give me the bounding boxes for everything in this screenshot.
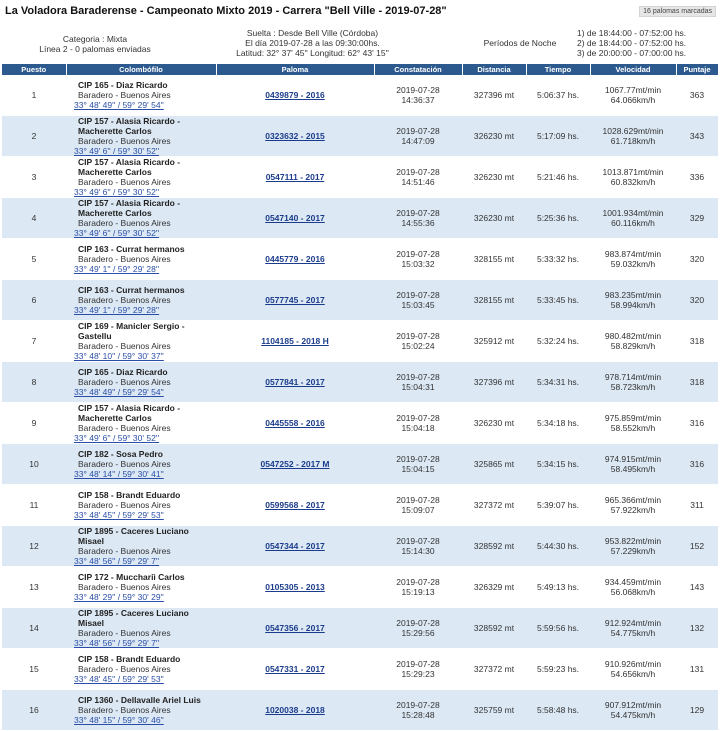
position-cell: 5 xyxy=(2,239,66,280)
speed-mtmin: 953.822mt/min xyxy=(604,536,662,546)
speed-kmh: 64.066km/h xyxy=(610,95,656,105)
time-cell: 5:25:36 hs. xyxy=(526,198,590,239)
fancier-name: CIP 1895 - Caceres Luciano Misael xyxy=(78,608,189,628)
fancier-coords-link[interactable]: 33° 49' 1'' / 59° 29' 28'' xyxy=(74,305,160,315)
speed-mtmin: 1013.871mt/min xyxy=(602,167,664,177)
fancier-coords-link[interactable]: 33° 49' 6'' / 59° 30' 52'' xyxy=(74,228,160,238)
check-time: 15:04:31 xyxy=(401,382,435,392)
speed-kmh: 58.723km/h xyxy=(610,382,656,392)
check-date: 2019-07-28 xyxy=(396,618,440,628)
fancier-name: CIP 165 - Diaz Ricardo xyxy=(78,80,168,90)
distance-cell: 326230 mt xyxy=(462,198,526,239)
speed-cell xyxy=(590,157,676,198)
pigeon-link[interactable]: 0439879 - 2016 xyxy=(265,90,325,100)
pigeon-cell xyxy=(216,239,374,280)
pigeon-cell xyxy=(216,608,374,649)
time-cell: 5:32:24 hs. xyxy=(526,321,590,362)
fancier-name: CIP 163 - Currat hermanos xyxy=(78,285,185,295)
check-date: 2019-07-28 xyxy=(396,454,440,464)
check-cell xyxy=(374,485,462,526)
time-cell: 5:34:18 hs. xyxy=(526,403,590,444)
check-time: 15:28:48 xyxy=(401,710,435,720)
check-cell xyxy=(374,526,462,567)
speed-mtmin: 980.482mt/min xyxy=(604,331,662,341)
check-time: 15:02:24 xyxy=(401,341,435,351)
speed-mtmin: 1001.934mt/min xyxy=(602,208,664,218)
check-time: 14:36:37 xyxy=(401,95,435,105)
check-time: 15:14:30 xyxy=(401,546,435,556)
check-time: 15:29:56 xyxy=(401,628,435,638)
distance-cell: 327396 mt xyxy=(462,75,526,116)
check-time: 15:29:23 xyxy=(401,669,435,679)
fancier-cell xyxy=(66,444,216,485)
fancier-coords-link[interactable]: 33° 48' 29'' / 59° 30' 29'' xyxy=(74,592,164,602)
speed-mtmin: 983.235mt/min xyxy=(604,290,662,300)
pigeon-link[interactable]: 0547344 - 2017 xyxy=(265,541,325,551)
fancier-cell xyxy=(66,608,216,649)
fancier-location: Baradero - Buenos Aires xyxy=(78,254,171,264)
time-cell: 5:17:09 hs. xyxy=(526,116,590,157)
category-info xyxy=(30,34,160,54)
fancier-cell xyxy=(66,157,216,198)
pigeon-cell xyxy=(216,649,374,690)
period-2: 2) de 18:44:00 - 07:52:00 hs. xyxy=(577,38,687,48)
score-cell: 316 xyxy=(676,444,718,485)
check-cell xyxy=(374,567,462,608)
fancier-location: Baradero - Buenos Aires xyxy=(78,423,171,433)
fancier-name: CIP 157 - Alasia Ricardo - Macherette Carlos xyxy=(78,157,181,177)
release-place: Suelta : Desde Bell Ville (Córdoba) xyxy=(246,28,379,38)
speed-cell xyxy=(590,608,676,649)
race-info xyxy=(0,22,720,64)
speed-kmh: 61.718km/h xyxy=(610,136,656,146)
fancier-name: CIP 158 - Brandt Eduardo xyxy=(78,654,181,664)
speed-mtmin: 910.926mt/min xyxy=(604,659,662,669)
score-cell: 316 xyxy=(676,403,718,444)
distance-cell: 328155 mt xyxy=(462,280,526,321)
fancier-coords-link[interactable]: 33° 48' 56'' / 59° 29' 7'' xyxy=(74,556,160,566)
distance-cell: 325759 mt xyxy=(462,690,526,731)
col-puesto[interactable]: Puesto xyxy=(2,64,66,75)
fancier-name: CIP 1895 - Caceres Luciano Misael xyxy=(78,526,189,546)
fancier-location: Baradero - Buenos Aires xyxy=(78,136,171,146)
check-cell xyxy=(374,444,462,485)
distance-cell: 325912 mt xyxy=(462,321,526,362)
speed-mtmin: 912.924mt/min xyxy=(604,618,662,628)
speed-kmh: 60.832km/h xyxy=(610,177,656,187)
fancier-coords-link[interactable]: 33° 48' 10'' / 59° 30' 37'' xyxy=(74,351,164,361)
table-row xyxy=(2,239,718,280)
fancier-coords-link[interactable]: 33° 48' 15'' / 59° 30' 46'' xyxy=(74,715,164,725)
time-cell: 5:33:32 hs. xyxy=(526,239,590,280)
check-date: 2019-07-28 xyxy=(396,659,440,669)
pigeon-cell xyxy=(216,116,374,157)
col-distancia[interactable]: Distancia xyxy=(462,64,526,75)
table-row xyxy=(2,649,718,690)
pigeon-link[interactable]: 0547331 - 2017 xyxy=(265,664,325,674)
fancier-name: CIP 157 - Alasia Ricardo - Macherette Carlos xyxy=(78,198,181,218)
page-title: La Voladora Baraderense - Campeonato Mixto 2019 - Carrera "Bell Ville - 2019-07-28" xyxy=(5,5,447,17)
speed-mtmin: 1067.77mt/min xyxy=(604,85,662,95)
speed-kmh: 58.829km/h xyxy=(610,341,656,351)
check-date: 2019-07-28 xyxy=(396,290,440,300)
speed-cell xyxy=(590,526,676,567)
speed-kmh: 58.994km/h xyxy=(610,300,656,310)
check-cell xyxy=(374,321,462,362)
fancier-location: Baradero - Buenos Aires xyxy=(78,295,171,305)
table-row xyxy=(2,444,718,485)
position-cell: 1 xyxy=(2,75,66,116)
speed-kmh: 54.775km/h xyxy=(610,628,656,638)
table-row xyxy=(2,608,718,649)
pigeon-cell xyxy=(216,690,374,731)
fancier-cell xyxy=(66,75,216,116)
speed-kmh: 57.229km/h xyxy=(610,546,656,556)
check-cell xyxy=(374,75,462,116)
pigeon-link[interactable]: 0577745 - 2017 xyxy=(265,295,325,305)
fancier-coords-link[interactable]: 33° 49' 6'' / 59° 30' 52'' xyxy=(74,433,160,443)
check-time: 15:19:13 xyxy=(401,587,435,597)
score-cell: 129 xyxy=(676,690,718,731)
check-cell xyxy=(374,403,462,444)
position-cell: 2 xyxy=(2,116,66,157)
speed-cell xyxy=(590,567,676,608)
fancier-cell xyxy=(66,362,216,403)
fancier-cell xyxy=(66,567,216,608)
time-cell: 5:06:37 hs. xyxy=(526,75,590,116)
fancier-cell xyxy=(66,649,216,690)
check-time: 15:03:45 xyxy=(401,300,435,310)
category-label: Categoria : Mixta xyxy=(62,34,128,44)
check-date: 2019-07-28 xyxy=(396,126,440,136)
speed-cell xyxy=(590,403,676,444)
fancier-location: Baradero - Buenos Aires xyxy=(78,664,171,674)
fancier-name: CIP 172 - Mucchariì Carlos xyxy=(78,572,185,582)
pigeon-cell xyxy=(216,280,374,321)
fancier-cell xyxy=(66,403,216,444)
check-time: 14:55:36 xyxy=(401,218,435,228)
distance-cell: 326329 mt xyxy=(462,567,526,608)
pigeon-link[interactable]: 0445779 - 2016 xyxy=(265,254,325,264)
table-row xyxy=(2,567,718,608)
check-date: 2019-07-28 xyxy=(396,208,440,218)
score-cell: 336 xyxy=(676,157,718,198)
pigeon-cell xyxy=(216,567,374,608)
position-cell: 9 xyxy=(2,403,66,444)
fancier-name: CIP 182 - Sosa Pedro xyxy=(78,449,163,459)
speed-cell xyxy=(590,239,676,280)
fancier-location: Baradero - Buenos Aires xyxy=(78,546,171,556)
position-cell: 8 xyxy=(2,362,66,403)
col-constatacion[interactable]: Constatación xyxy=(374,64,462,75)
check-date: 2019-07-28 xyxy=(396,577,440,587)
position-cell: 15 xyxy=(2,649,66,690)
fancier-coords-link[interactable]: 33° 48' 45'' / 59° 29' 53'' xyxy=(74,674,164,684)
fancier-cell xyxy=(66,239,216,280)
fancier-location: Baradero - Buenos Aires xyxy=(78,500,171,510)
pigeon-link[interactable]: 0445558 - 2016 xyxy=(265,418,325,428)
table-row xyxy=(2,116,718,157)
col-colombofilo[interactable]: Colombófilo xyxy=(66,64,216,75)
position-cell: 4 xyxy=(2,198,66,239)
release-coords: Latitud: 32° 37' 45'' Longitud: 62° 43' 15'' xyxy=(236,48,389,58)
speed-mtmin: 907.912mt/min xyxy=(604,700,662,710)
speed-cell xyxy=(590,362,676,403)
pigeon-link[interactable]: 0547356 - 2017 xyxy=(265,623,325,633)
fancier-name: CIP 158 - Brandt Eduardo xyxy=(78,490,181,500)
night-periods-list xyxy=(577,28,717,58)
speed-kmh: 58.495km/h xyxy=(610,464,656,474)
score-cell: 318 xyxy=(676,362,718,403)
position-cell: 3 xyxy=(2,157,66,198)
fancier-coords-link[interactable]: 33° 48' 56'' / 59° 29' 7'' xyxy=(74,638,160,648)
table-row xyxy=(2,526,718,567)
pigeon-cell xyxy=(216,403,374,444)
speed-cell xyxy=(590,321,676,362)
check-time: 15:04:15 xyxy=(401,464,435,474)
check-time: 15:04:18 xyxy=(401,423,435,433)
score-cell: 320 xyxy=(676,239,718,280)
distance-cell: 325865 mt xyxy=(462,444,526,485)
fancier-coords-link[interactable]: 33° 48' 45'' / 59° 29' 53'' xyxy=(74,510,164,520)
night-periods-label: Períodos de Noche xyxy=(483,38,557,48)
score-cell: 152 xyxy=(676,526,718,567)
speed-cell xyxy=(590,485,676,526)
count-badge: 16 palomas marcadas xyxy=(639,6,716,17)
score-cell: 318 xyxy=(676,321,718,362)
check-date: 2019-07-28 xyxy=(396,372,440,382)
fancier-cell xyxy=(66,116,216,157)
fancier-coords-link[interactable]: 33° 49' 6'' / 59° 30' 52'' xyxy=(74,146,160,156)
pigeon-link[interactable]: 0323632 - 2015 xyxy=(265,131,325,141)
position-cell: 7 xyxy=(2,321,66,362)
check-date: 2019-07-28 xyxy=(396,495,440,505)
fancier-coords-link[interactable]: 33° 48' 49'' / 59° 29' 54'' xyxy=(74,387,164,397)
pigeon-link[interactable]: 0547111 - 2017 xyxy=(265,172,325,182)
fancier-name: CIP 165 - Diaz Ricardo xyxy=(78,367,168,377)
time-cell: 5:44:30 hs. xyxy=(526,526,590,567)
fancier-cell xyxy=(66,280,216,321)
time-cell: 5:34:15 hs. xyxy=(526,444,590,485)
time-cell: 5:21:46 hs. xyxy=(526,157,590,198)
fancier-coords-link[interactable]: 33° 49' 1'' / 59° 29' 28'' xyxy=(74,264,160,274)
speed-kmh: 60.116km/h xyxy=(611,218,655,228)
fancier-cell xyxy=(66,485,216,526)
time-cell: 5:33:45 hs. xyxy=(526,280,590,321)
check-cell xyxy=(374,649,462,690)
check-time: 15:03:32 xyxy=(401,259,435,269)
pigeon-cell xyxy=(216,485,374,526)
speed-cell xyxy=(590,444,676,485)
table-header xyxy=(2,64,718,75)
fancier-coords-link[interactable]: 33° 48' 14'' / 59° 30' 41'' xyxy=(74,469,164,479)
pigeon-link[interactable]: 0547252 - 2017 M xyxy=(260,459,330,469)
fancier-cell xyxy=(66,321,216,362)
check-date: 2019-07-28 xyxy=(396,167,440,177)
pigeon-link[interactable]: 0599568 - 2017 xyxy=(265,500,325,510)
speed-kmh: 57.922km/h xyxy=(610,505,656,515)
fancier-location: Baradero - Buenos Aires xyxy=(78,582,171,592)
speed-kmh: 59.032km/h xyxy=(610,259,656,269)
fancier-location: Baradero - Buenos Aires xyxy=(78,377,171,387)
speed-cell xyxy=(590,649,676,690)
pigeon-link[interactable]: 0105305 - 2013 xyxy=(265,582,325,592)
fancier-location: Baradero - Buenos Aires xyxy=(78,218,171,228)
fancier-location: Baradero - Buenos Aires xyxy=(78,459,171,469)
col-velocidad[interactable]: Velocidad xyxy=(590,64,676,75)
table-row xyxy=(2,157,718,198)
col-tiempo[interactable]: Tiempo xyxy=(526,64,590,75)
speed-mtmin: 978.714mt/min xyxy=(604,372,662,382)
pigeon-cell xyxy=(216,362,374,403)
pigeon-cell xyxy=(216,321,374,362)
fancier-location: Baradero - Buenos Aires xyxy=(78,341,171,351)
distance-cell: 326230 mt xyxy=(462,403,526,444)
speed-kmh: 58.552km/h xyxy=(610,423,656,433)
speed-mtmin: 1028.629mt/min xyxy=(602,126,664,136)
pigeon-cell xyxy=(216,157,374,198)
score-cell: 320 xyxy=(676,280,718,321)
check-cell xyxy=(374,608,462,649)
fancier-name: CIP 157 - Alasia Ricardo - Macherette Carlos xyxy=(78,403,181,423)
title-bar xyxy=(0,0,720,22)
speed-mtmin: 934.459mt/min xyxy=(604,577,662,587)
pigeon-cell xyxy=(216,75,374,116)
distance-cell: 327372 mt xyxy=(462,649,526,690)
period-1: 1) de 18:44:00 - 07:52:00 hs. xyxy=(577,28,687,38)
results-table xyxy=(2,64,719,731)
table-row xyxy=(2,403,718,444)
score-cell: 143 xyxy=(676,567,718,608)
time-cell: 5:34:31 hs. xyxy=(526,362,590,403)
pigeon-cell xyxy=(216,198,374,239)
distance-cell: 327396 mt xyxy=(462,362,526,403)
speed-kmh: 56.068km/h xyxy=(610,587,656,597)
speed-cell xyxy=(590,280,676,321)
check-cell xyxy=(374,690,462,731)
fancier-cell xyxy=(66,690,216,731)
check-time: 14:51:46 xyxy=(401,177,435,187)
distance-cell: 328592 mt xyxy=(462,608,526,649)
position-cell: 12 xyxy=(2,526,66,567)
speed-kmh: 54.656km/h xyxy=(610,669,656,679)
line-label: Línea 2 - 0 palomas enviadas xyxy=(39,44,151,54)
fancier-name: CIP 163 - Currat hermanos xyxy=(78,244,185,254)
fancier-coords-link[interactable]: 33° 49' 6'' / 59° 30' 52'' xyxy=(74,187,160,197)
time-cell: 5:39:07 hs. xyxy=(526,485,590,526)
speed-cell xyxy=(590,690,676,731)
fancier-name: CIP 157 - Alasia Ricardo - Macherette Carlos xyxy=(78,116,181,136)
period-3: 3) de 20:00:00 - 07:00:00 hs. xyxy=(577,48,687,58)
check-cell xyxy=(374,239,462,280)
release-date: El día 2019-07-28 a las 09:30:00hs. xyxy=(245,38,380,48)
distance-cell: 326230 mt xyxy=(462,157,526,198)
pigeon-cell xyxy=(216,444,374,485)
time-cell: 5:49:13 hs. xyxy=(526,567,590,608)
fancier-name: CIP 169 - Manicler Sergio - Gastellu xyxy=(78,321,185,341)
fancier-cell xyxy=(66,526,216,567)
distance-cell: 328155 mt xyxy=(462,239,526,280)
check-cell xyxy=(374,157,462,198)
position-cell: 14 xyxy=(2,608,66,649)
pigeon-link[interactable]: 1104185 - 2018 H xyxy=(261,336,329,346)
table-row xyxy=(2,362,718,403)
pigeon-link[interactable]: 1020038 - 2018 xyxy=(265,705,325,715)
fancier-location: Baradero - Buenos Aires xyxy=(78,90,171,100)
check-date: 2019-07-28 xyxy=(396,536,440,546)
table-row xyxy=(2,198,718,239)
time-cell: 5:58:48 hs. xyxy=(526,690,590,731)
time-cell: 5:59:23 hs. xyxy=(526,649,590,690)
position-cell: 6 xyxy=(2,280,66,321)
fancier-location: Baradero - Buenos Aires xyxy=(78,628,171,638)
check-date: 2019-07-28 xyxy=(396,249,440,259)
distance-cell: 328592 mt xyxy=(462,526,526,567)
speed-cell xyxy=(590,198,676,239)
check-cell xyxy=(374,116,462,157)
score-cell: 311 xyxy=(676,485,718,526)
check-cell xyxy=(374,362,462,403)
speed-kmh: 54.475km/h xyxy=(610,710,656,720)
col-puntaje[interactable]: Puntaje xyxy=(676,64,718,75)
score-cell: 343 xyxy=(676,116,718,157)
fancier-name: CIP 1360 - Dellavalle Ariel Luis xyxy=(78,695,201,705)
pigeon-link[interactable]: 0547140 - 2017 xyxy=(265,213,325,223)
score-cell: 329 xyxy=(676,198,718,239)
check-date: 2019-07-28 xyxy=(396,85,440,95)
position-cell: 13 xyxy=(2,567,66,608)
check-date: 2019-07-28 xyxy=(396,331,440,341)
position-cell: 11 xyxy=(2,485,66,526)
col-paloma[interactable]: Paloma xyxy=(216,64,374,75)
table-row xyxy=(2,75,718,116)
position-cell: 16 xyxy=(2,690,66,731)
speed-cell xyxy=(590,75,676,116)
check-time: 15:09:07 xyxy=(401,505,435,515)
table-row xyxy=(2,485,718,526)
table-row xyxy=(2,321,718,362)
table-row xyxy=(2,280,718,321)
release-info xyxy=(230,28,395,58)
pigeon-cell xyxy=(216,526,374,567)
pigeon-link[interactable]: 0577841 - 2017 xyxy=(265,377,325,387)
position-cell: 10 xyxy=(2,444,66,485)
check-time: 14:47:09 xyxy=(401,136,435,146)
score-cell: 363 xyxy=(676,75,718,116)
speed-cell xyxy=(590,116,676,157)
fancier-location: Baradero - Buenos Aires xyxy=(78,177,171,187)
speed-mtmin: 974.915mt/min xyxy=(604,454,662,464)
fancier-cell xyxy=(66,198,216,239)
fancier-coords-link[interactable]: 33° 48' 49'' / 59° 29' 54'' xyxy=(74,100,164,110)
check-date: 2019-07-28 xyxy=(396,700,440,710)
speed-mtmin: 983.874mt/min xyxy=(604,249,662,259)
check-date: 2019-07-28 xyxy=(396,413,440,423)
distance-cell: 327372 mt xyxy=(462,485,526,526)
speed-mtmin: 965.366mt/min xyxy=(604,495,662,505)
check-cell xyxy=(374,280,462,321)
distance-cell: 326230 mt xyxy=(462,116,526,157)
time-cell: 5:59:56 hs. xyxy=(526,608,590,649)
check-cell xyxy=(374,198,462,239)
speed-mtmin: 975.859mt/min xyxy=(604,413,662,423)
score-cell: 132 xyxy=(676,608,718,649)
table-row xyxy=(2,690,718,731)
score-cell: 131 xyxy=(676,649,718,690)
fancier-location: Baradero - Buenos Aires xyxy=(78,705,171,715)
